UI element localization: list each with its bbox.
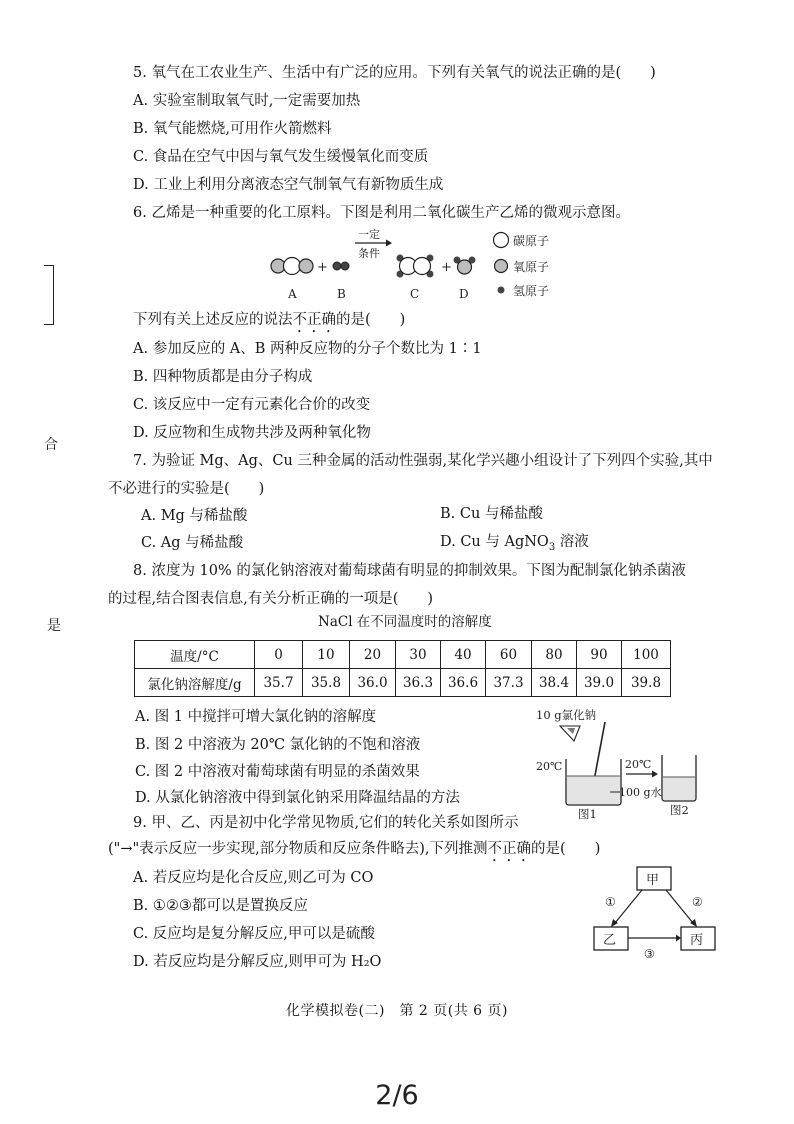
q7-stem-line1: 7. 为验证 Mg、Ag、Cu 三种金属的活动性强弱,某化学兴趣小组设计了下列四个实验,其中 bbox=[133, 453, 713, 469]
table-cell: 60 bbox=[486, 641, 532, 669]
q5-option-d: D. 工业上利用分离液态空气制氧气有新物质生成 bbox=[133, 177, 444, 193]
margin-char-he: 合 bbox=[44, 437, 58, 453]
plus-sign-1: + bbox=[317, 260, 328, 275]
box-yi bbox=[594, 927, 628, 950]
table-cell: 39.0 bbox=[577, 669, 622, 697]
table-cell: 36.0 bbox=[350, 669, 396, 697]
q7-option-c: C. Ag 与稀盐酸 bbox=[141, 535, 244, 551]
fig-arrow-temp: 20℃ bbox=[625, 758, 652, 771]
q6-stem: 6. 乙烯是一种重要的化工原料。下图是利用二氧化碳生产乙烯的微观示意图。 bbox=[133, 205, 630, 221]
table-cell: 0 bbox=[255, 641, 303, 669]
arrow-label-2: ② bbox=[692, 895, 703, 909]
table-cell: 35.8 bbox=[303, 669, 350, 697]
q8-stem-line1: 8. 浓度为 10% 的氯化钠溶液对葡萄球菌有明显的抑制效果。下图为配制氯化钠杀菌液 bbox=[133, 563, 686, 579]
q5-stem: 5. 氧气在工农业生产、生活中有广泛的应用。下列有关氧气的说法正确的是( ) bbox=[133, 65, 656, 81]
svg-text:碳原子: 碳原子 bbox=[513, 234, 550, 248]
q9-option-c: C. 反应均是复分解反应,甲可以是硫酸 bbox=[133, 926, 375, 942]
q8-option-d: D. 从氯化钠溶液中得到氯化钠采用降温结晶的方法 bbox=[135, 790, 460, 806]
spatula-icon bbox=[560, 726, 580, 741]
beaker-2 bbox=[662, 755, 696, 801]
q5-option-c: C. 食品在空气中因与氧气发生缓慢氧化而变质 bbox=[133, 149, 429, 165]
table-row-solubility bbox=[135, 669, 671, 697]
q6-option-b: B. 四种物质都是由分子构成 bbox=[133, 369, 313, 385]
page-indicator: 2/6 bbox=[375, 1080, 419, 1111]
fig-salt-label: 10 g氯化钠 bbox=[536, 708, 597, 722]
legend-carbon bbox=[494, 233, 550, 249]
table-cell: 35.7 bbox=[255, 669, 303, 697]
table-cell: 20 bbox=[350, 641, 396, 669]
beaker-1 bbox=[566, 759, 621, 805]
plus-sign-2: + bbox=[441, 260, 452, 275]
svg-text:丙: 丙 bbox=[690, 933, 704, 948]
molecule-a bbox=[271, 258, 313, 275]
table-cell: 40 bbox=[441, 641, 486, 669]
margin-char-shi: 是 bbox=[47, 618, 61, 634]
legend-hydrogen bbox=[498, 284, 550, 298]
arrow-yi-to-bing bbox=[628, 935, 681, 942]
label-c: C bbox=[410, 287, 420, 301]
table-cell: 37.3 bbox=[486, 669, 532, 697]
molecule-c bbox=[397, 255, 434, 278]
svg-text:氢原子: 氢原子 bbox=[513, 284, 550, 298]
q9-stem-line2: ("→"表示反应一步实现,部分物质和反应条件略去),下列推测不正确的是( ) bbox=[108, 841, 601, 857]
legend-oxygen bbox=[495, 260, 550, 275]
label-b: B bbox=[337, 287, 346, 301]
molecule-b bbox=[333, 262, 349, 270]
q6-option-d: D. 反应物和生成物共涉及两种氧化物 bbox=[133, 425, 371, 441]
q9-option-b: B. ①②③都可以是置换反应 bbox=[133, 898, 308, 914]
q9-option-d: D. 若反应均是分解反应,则甲可为 H₂O bbox=[133, 954, 382, 970]
svg-text:乙: 乙 bbox=[603, 933, 617, 948]
table-cell: 80 bbox=[532, 641, 577, 669]
label-a: A bbox=[288, 287, 297, 301]
dissolving-figure bbox=[530, 704, 700, 822]
table-row-temperature bbox=[135, 641, 671, 669]
q8-option-c: C. 图 2 中溶液对葡萄球菌有明显的杀菌效果 bbox=[135, 764, 420, 780]
q7-option-b: B. Cu 与稀盐酸 bbox=[440, 506, 543, 522]
q8-option-a: A. 图 1 中搅拌可增大氯化钠的溶解度 bbox=[135, 709, 377, 725]
arrow-label-1: ① bbox=[605, 895, 616, 909]
q8-stem-line2: 的过程,结合图表信息,有关分析正确的一项是( ) bbox=[108, 591, 434, 607]
table-cell: 30 bbox=[396, 641, 441, 669]
conversion-diagram bbox=[580, 862, 730, 962]
process-arrow bbox=[626, 771, 658, 778]
svg-text:氧原子: 氧原子 bbox=[513, 260, 550, 274]
q7-option-a: A. Mg 与稀盐酸 bbox=[141, 508, 248, 524]
q5-option-a: A. 实验室制取氧气时,一定需要加热 bbox=[133, 93, 361, 109]
fig-water-label: 100 g水 bbox=[619, 786, 662, 799]
fig1-label: 图1 bbox=[578, 807, 597, 821]
label-d: D bbox=[459, 287, 469, 301]
solubility-table bbox=[134, 640, 671, 697]
table-cell: 10 bbox=[303, 641, 350, 669]
box-jia bbox=[637, 867, 671, 890]
q7-option-d: D. Cu 与 AgNO$_3$ 溶液 bbox=[440, 534, 589, 553]
svg-text:甲: 甲 bbox=[646, 873, 660, 888]
q6-option-c: C. 该反应中一定有元素化合价的改变 bbox=[133, 397, 371, 413]
q8-option-b: B. 图 2 中溶液为 20℃ 氯化钠的不饱和溶液 bbox=[135, 737, 421, 753]
molecule-d bbox=[454, 257, 476, 275]
q5-option-b: B. 氧气能燃烧,可用作火箭燃料 bbox=[133, 121, 332, 137]
page-footer: 化学模拟卷(二) 第 2 页(共 6 页) bbox=[286, 1003, 508, 1019]
q6-question: 下列有关上述反应的说法不正确的是( ) bbox=[133, 312, 406, 328]
binding-bracket bbox=[44, 265, 54, 325]
reaction-diagram bbox=[260, 226, 590, 304]
q9-option-a: A. 若反应均是化合反应,则乙可为 CO bbox=[133, 870, 374, 886]
table-cell: 38.4 bbox=[532, 669, 577, 697]
condition-bottom: 条件 bbox=[358, 247, 380, 260]
table-header-solubility: 氯化钠溶解度/g bbox=[135, 669, 255, 697]
table-header-temperature: 温度/°C bbox=[135, 641, 255, 669]
q7-stem-line2: 不必进行的实验是( ) bbox=[108, 481, 265, 497]
box-bing bbox=[681, 927, 715, 950]
q6-option-a: A. 参加反应的 A、B 两种反应物的分子个数比为 1∶1 bbox=[133, 341, 482, 357]
arrow-label-3: ③ bbox=[644, 947, 655, 961]
table-cell: 90 bbox=[577, 641, 622, 669]
condition-top: 一定 bbox=[358, 228, 380, 241]
fig-temp-left: 20℃ bbox=[536, 760, 563, 773]
table-cell: 36.6 bbox=[441, 669, 486, 697]
table-cell: 36.3 bbox=[396, 669, 441, 697]
solubility-table-title: NaCl 在不同温度时的溶解度 bbox=[318, 614, 492, 630]
q9-stem-line1: 9. 甲、乙、丙是初中化学常见物质,它们的转化关系如图所示 bbox=[133, 815, 519, 831]
table-cell: 39.8 bbox=[622, 669, 671, 697]
fig2-label: 图2 bbox=[670, 803, 689, 817]
table-cell: 100 bbox=[622, 641, 671, 669]
